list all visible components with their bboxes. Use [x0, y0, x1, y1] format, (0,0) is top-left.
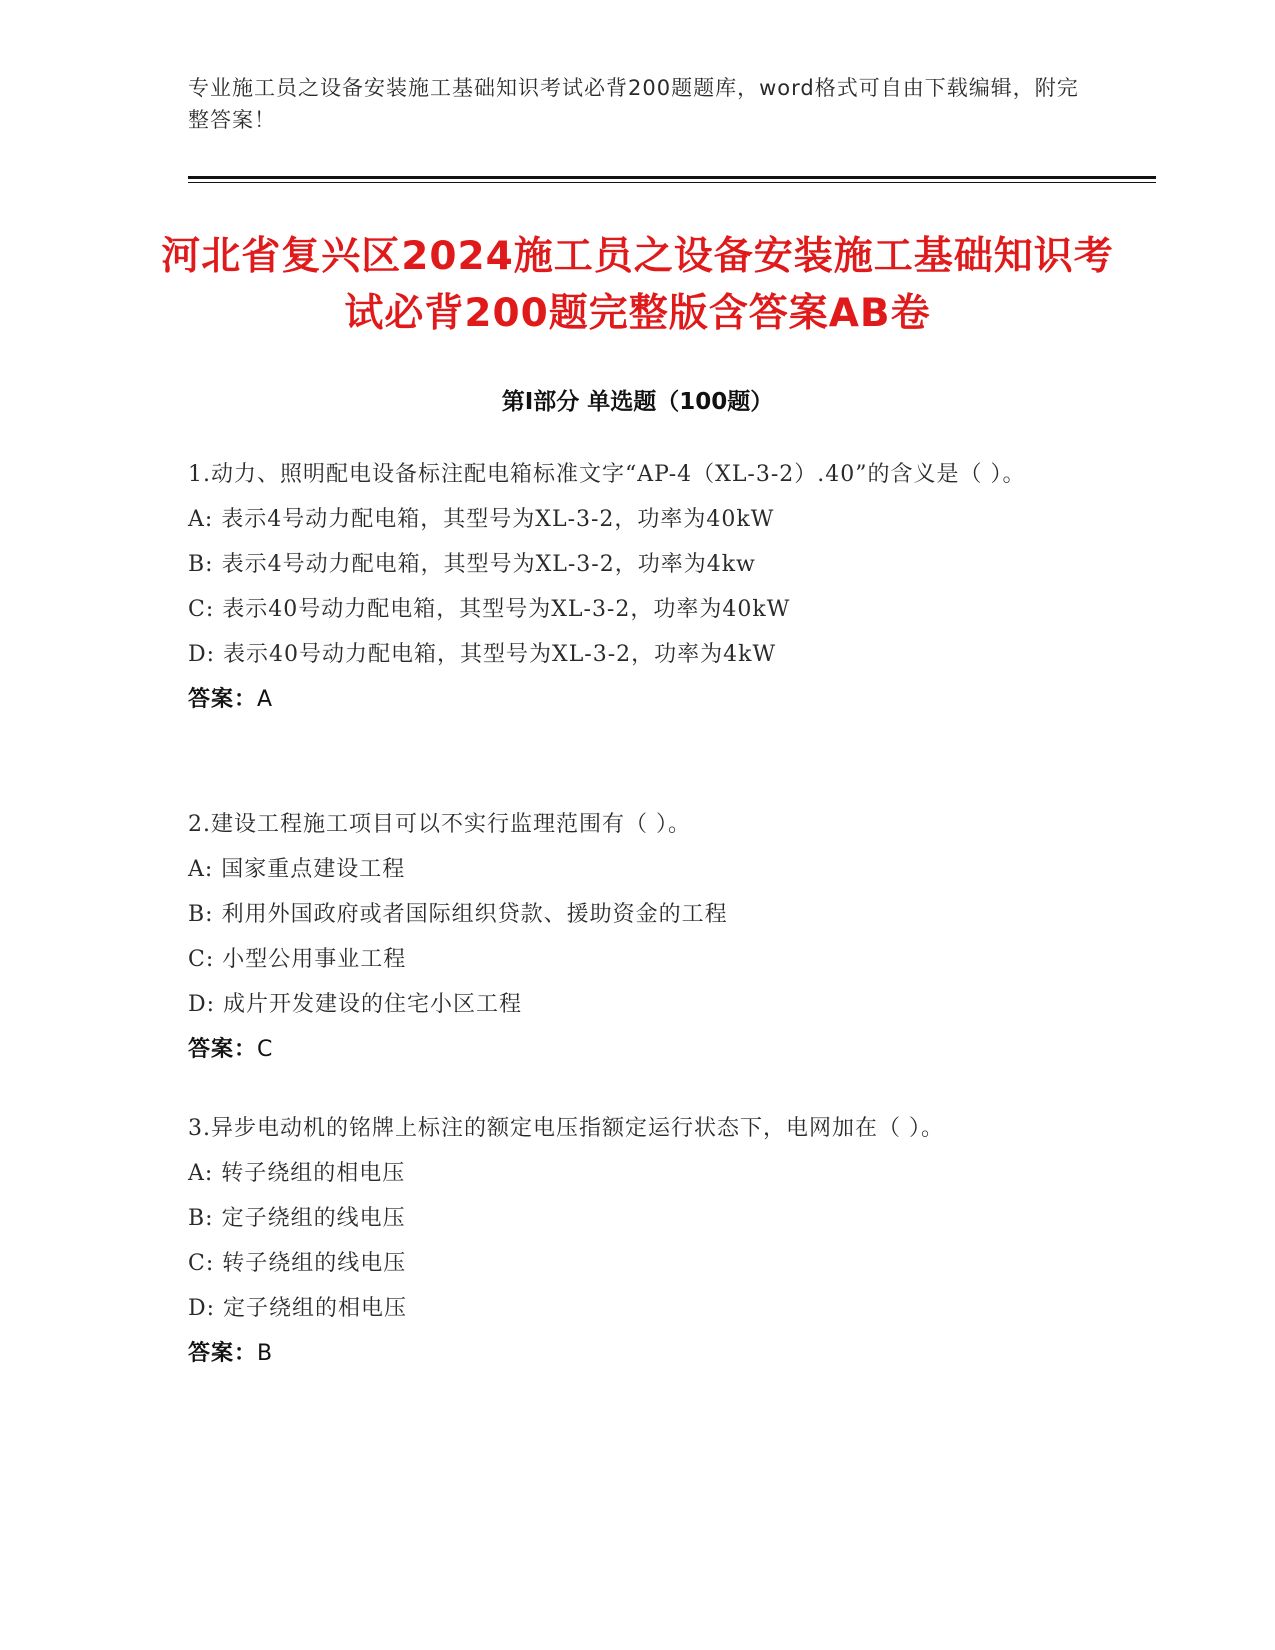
answer-label: 答案： [188, 1341, 258, 1366]
answer-label: 答案： [188, 687, 258, 712]
answer-line [188, 1027, 1108, 1072]
section-title: 第Ⅰ部分 单选题（100题） [501, 389, 774, 415]
option-c: C: 小型公用事业工程 [188, 947, 407, 972]
header-rule-thin [188, 182, 1156, 183]
option-b: B: 定子绕组的线电压 [188, 1206, 406, 1231]
question-3 [188, 1106, 1108, 1376]
answer-value: C [257, 1037, 274, 1062]
option-d: D: 成片开发建设的住宅小区工程 [188, 992, 523, 1017]
option-b: B: 利用外国政府或者国际组织贷款、援助资金的工程 [188, 902, 728, 927]
option-d: D: 表示40号动力配电箱，其型号为XL-3-2，功率为4kW [188, 642, 777, 667]
question-stem: 3.异步电动机的铭牌上标注的额定电压指额定运行状态下，电网加在（ ）。 [188, 1116, 944, 1141]
option-a: A: 转子绕组的相电压 [188, 1161, 406, 1186]
answer-line [188, 677, 1108, 722]
question-stem: 2.建设工程施工项目可以不实行监理范围有（ ）。 [188, 812, 691, 837]
question-stem: 1.动力、照明配电设备标注配电箱标准文字“AP-4（XL-3-2）.40”的含义是（ ）。 [188, 462, 1026, 487]
question-1 [188, 452, 1108, 722]
option-d: D: 定子绕组的相电压 [188, 1296, 408, 1321]
question-2 [188, 802, 1108, 1072]
option-a: A: 表示4号动力配电箱，其型号为XL-3-2，功率为40kW [188, 507, 775, 532]
answer-value: B [257, 1341, 274, 1366]
option-c: C: 转子绕组的线电压 [188, 1251, 407, 1276]
answer-value: A [257, 687, 274, 712]
option-c: C: 表示40号动力配电箱，其型号为XL-3-2，功率为40kW [188, 597, 791, 622]
document-title: 河北省复兴区2024施工员之设备安装施工基础知识考试必背200题完整版含答案AB卷 [161, 234, 1114, 336]
option-a: A: 国家重点建设工程 [188, 857, 406, 882]
answer-line [188, 1331, 1108, 1376]
header-note: 专业施工员之设备安装施工基础知识考试必背200题题库，word格式可自由下载编辑，附完整答案！ [188, 76, 1079, 132]
option-b: B: 表示4号动力配电箱，其型号为XL-3-2，功率为4kw [188, 552, 756, 577]
header-rule-thick [188, 176, 1156, 179]
answer-label: 答案： [188, 1037, 258, 1062]
